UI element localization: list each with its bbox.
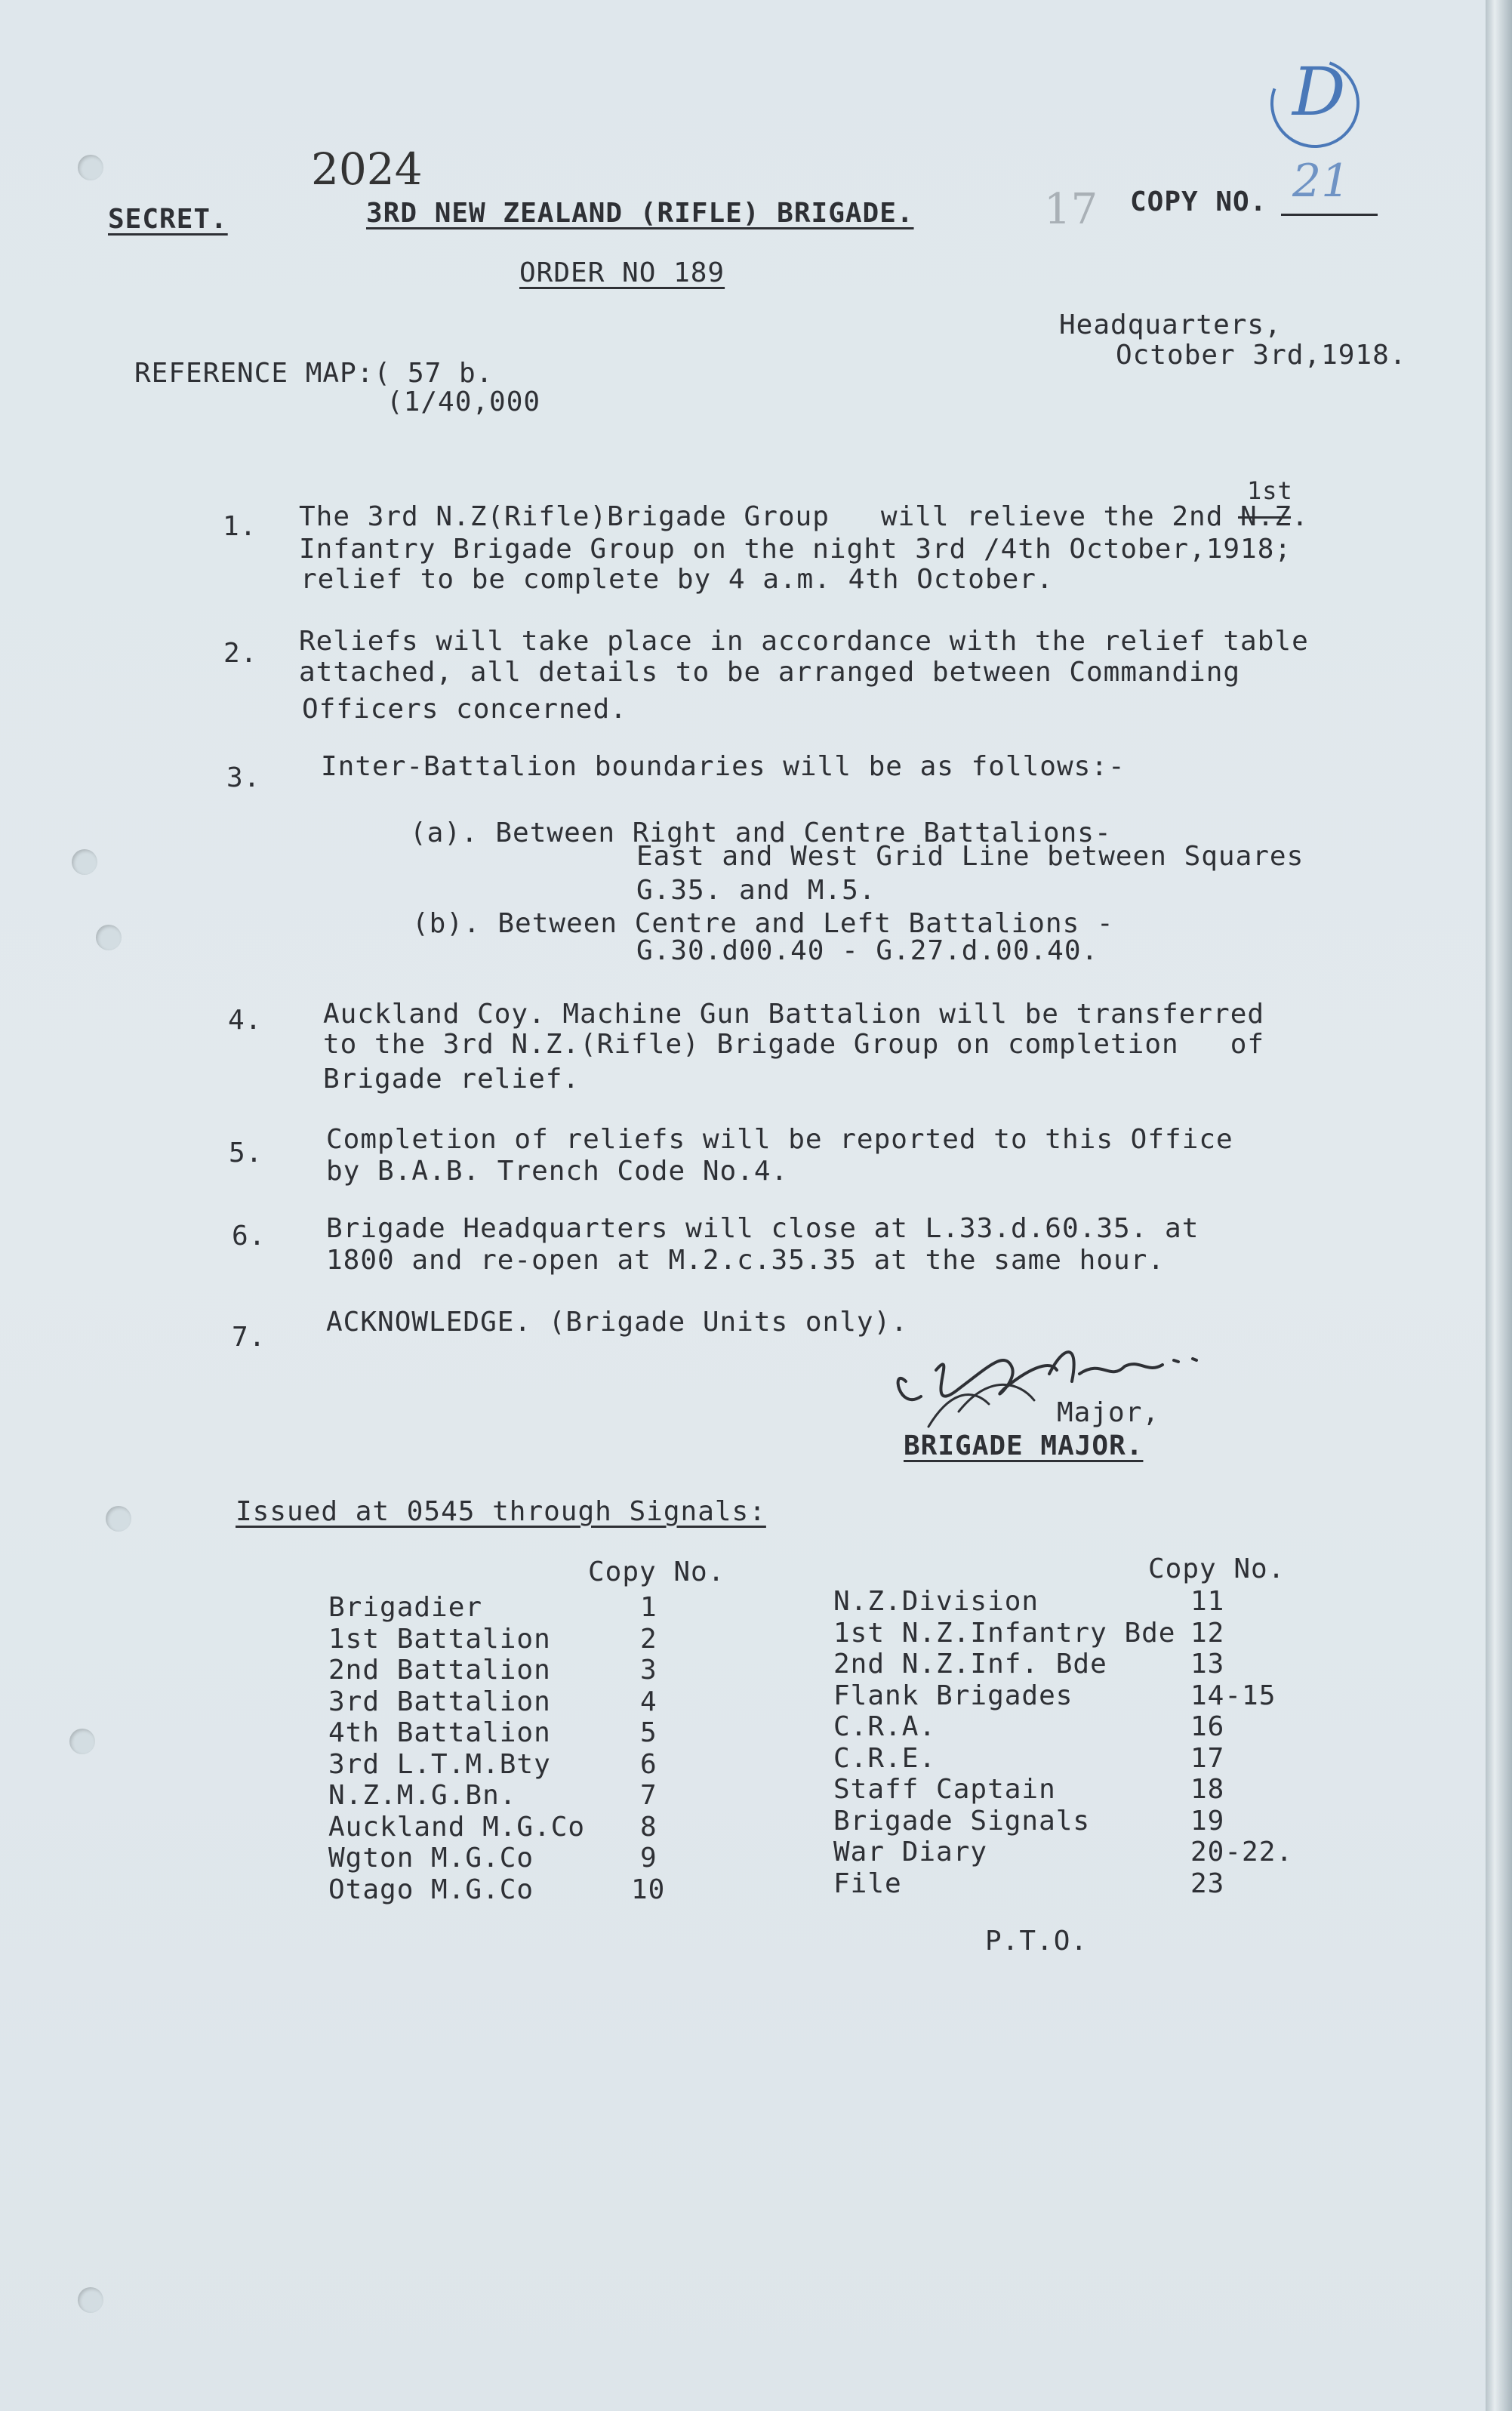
distribution-copy-number: 13 xyxy=(1190,1649,1225,1680)
distribution-copy-number: 16 xyxy=(1190,1711,1225,1742)
paragraph-number: 7. xyxy=(232,1322,266,1353)
paragraph-line: Officers concerned. xyxy=(302,694,627,725)
distribution-recipient: Flank Brigades xyxy=(833,1680,1073,1711)
distribution-recipient: N.Z.M.G.Bn. xyxy=(328,1780,517,1811)
pencil-number: 17 xyxy=(1044,185,1098,234)
reference-map-sheet: 57 b. xyxy=(408,358,494,389)
distribution-copy-number: 5 xyxy=(640,1717,657,1748)
paragraph-number: 3. xyxy=(226,762,261,793)
distribution-copy-number: 3 xyxy=(640,1655,657,1686)
boundary-line: G.35. and M.5. xyxy=(636,875,876,906)
distribution-recipient: File xyxy=(833,1868,902,1899)
copy-number: 21 xyxy=(1292,155,1350,208)
distribution-copy-number: 17 xyxy=(1190,1742,1225,1774)
distribution-recipient: 1st Battalion xyxy=(328,1623,551,1655)
distribution-recipient: 1st N.Z.Infantry Bde xyxy=(833,1617,1176,1649)
paragraph-line: Auckland Coy. Machine Gun Battalion will be transferred xyxy=(323,999,1265,1030)
distribution-recipient: 2nd N.Z.Inf. Bde xyxy=(833,1649,1107,1680)
location-line-1: Headquarters, xyxy=(1059,309,1282,340)
circled-mark-letter: D xyxy=(1292,53,1346,131)
reference-map-label: REFERENCE MAP:( xyxy=(134,358,392,389)
distribution-recipient: 3rd L.T.M.Bty xyxy=(328,1748,551,1780)
paragraph-line: ACKNOWLEDGE. (Brigade Units only). xyxy=(326,1307,908,1338)
distribution-recipient: Brigade Signals xyxy=(833,1805,1091,1837)
distribution-copy-number: 18 xyxy=(1190,1774,1225,1805)
distribution-copy-number: 19 xyxy=(1190,1805,1225,1837)
distribution-copy-number: 2 xyxy=(640,1623,657,1655)
distribution-copy-number: 9 xyxy=(640,1843,657,1874)
distribution-recipient: Wgton M.G.Co xyxy=(328,1843,534,1874)
distribution-heading: Issued at 0545 through Signals: xyxy=(236,1496,766,1527)
punch-hole xyxy=(78,2287,103,2313)
distribution-recipient: Staff Captain xyxy=(833,1774,1056,1805)
distribution-copy-number: 23 xyxy=(1190,1868,1225,1899)
paragraph-line: Completion of reliefs will be reported to this Office xyxy=(326,1124,1233,1155)
archive-number: 2024 xyxy=(311,143,423,195)
distribution-recipient: 2nd Battalion xyxy=(328,1655,551,1686)
distribution-copy-number: 7 xyxy=(640,1780,657,1811)
paragraph-number: 6. xyxy=(232,1221,266,1252)
distribution-copy-number: 12 xyxy=(1190,1617,1225,1649)
distribution-recipient: C.R.E. xyxy=(833,1742,937,1774)
paragraph-line: Inter-Battalion boundaries will be as follows:- xyxy=(321,751,1126,782)
reference-map-scale: (1/40,000 xyxy=(386,386,541,417)
paragraph-number: 1. xyxy=(223,511,257,542)
page-edge xyxy=(1486,0,1512,2411)
punch-hole xyxy=(69,1729,95,1754)
signatory-rank: Major, xyxy=(1057,1397,1160,1428)
order-title: ORDER NO 189 xyxy=(519,257,725,288)
distribution-recipient: N.Z.Division xyxy=(833,1586,1039,1617)
distribution-copy-number: 11 xyxy=(1190,1586,1225,1617)
page-turn-note: P.T.O. xyxy=(985,1926,1089,1957)
paragraph-line: Infantry Brigade Group on the night 3rd /4th October,1918; xyxy=(299,534,1292,565)
unit-heading: 3RD NEW ZEALAND (RIFLE) BRIGADE. xyxy=(366,198,914,229)
copy-number-line xyxy=(1281,214,1378,216)
correction-1st: 1st xyxy=(1247,476,1293,505)
copy-no-header-left: Copy No. xyxy=(588,1557,725,1587)
boundary-line: East and West Grid Line between Squares xyxy=(636,841,1304,872)
distribution-copy-number: 6 xyxy=(640,1748,657,1780)
copy-label: COPY NO. xyxy=(1130,186,1267,217)
location-date: October 3rd,1918. xyxy=(1116,340,1407,371)
paragraph-line: Brigade relief. xyxy=(323,1064,580,1095)
punch-hole xyxy=(96,925,122,950)
paragraph-line: to the 3rd N.Z.(Rifle) Brigade Group on completion of xyxy=(323,1029,1265,1060)
paragraph-number: 4. xyxy=(228,1005,263,1036)
distribution-recipient: 4th Battalion xyxy=(328,1717,551,1748)
distribution-recipient: Auckland M.G.Co xyxy=(328,1811,586,1843)
classification: SECRET. xyxy=(108,204,228,235)
boundary-line: G.30.d00.40 - G.27.d.00.40. xyxy=(636,935,1099,966)
paragraph-line: attached, all details to be arranged between Commanding xyxy=(299,657,1241,688)
distribution-copy-number: 14-15 xyxy=(1190,1680,1276,1711)
distribution-recipient: War Diary xyxy=(833,1837,988,1868)
distribution-copy-number: 4 xyxy=(640,1686,657,1717)
paragraph-line: Reliefs will take place in accordance with the relief table xyxy=(299,626,1309,657)
punch-hole xyxy=(78,155,103,180)
paragraph-number: 5. xyxy=(229,1138,263,1169)
punch-hole xyxy=(106,1506,131,1532)
distribution-recipient: Otago M.G.Co xyxy=(328,1874,534,1905)
distribution-copy-number: 1 xyxy=(640,1592,657,1623)
distribution-copy-number: 8 xyxy=(640,1811,657,1843)
paragraph-line: relief to be complete by 4 a.m. 4th October. xyxy=(300,564,1054,595)
distribution-recipient: 3rd Battalion xyxy=(328,1686,551,1717)
signatory-title: BRIGADE MAJOR. xyxy=(904,1430,1144,1461)
distribution-copy-number: 10 xyxy=(631,1874,666,1905)
copy-no-header-right: Copy No. xyxy=(1148,1553,1286,1584)
paragraph-line: 1800 and re-open at M.2.c.35.35 at the same hour. xyxy=(326,1245,1166,1276)
strike-through xyxy=(1238,516,1291,519)
punch-hole xyxy=(72,849,97,875)
paragraph-number: 2. xyxy=(223,638,258,669)
paragraph-line: The 3rd N.Z(Rifle)Brigade Group will relieve the 2nd N.Z. xyxy=(299,501,1309,532)
boundary-label: (b). Between Centre and Left Battalions - xyxy=(412,908,1114,939)
paragraph-line: Brigade Headquarters will close at L.33.d.60.35. at xyxy=(326,1213,1199,1244)
distribution-recipient: Brigadier xyxy=(328,1592,483,1623)
distribution-copy-number: 20-22. xyxy=(1190,1837,1294,1868)
boundary-label: (a). Between Right and Centre Battalions- xyxy=(410,818,1112,848)
paragraph-line: by B.A.B. Trench Code No.4. xyxy=(326,1156,789,1187)
distribution-recipient: C.R.A. xyxy=(833,1711,937,1742)
